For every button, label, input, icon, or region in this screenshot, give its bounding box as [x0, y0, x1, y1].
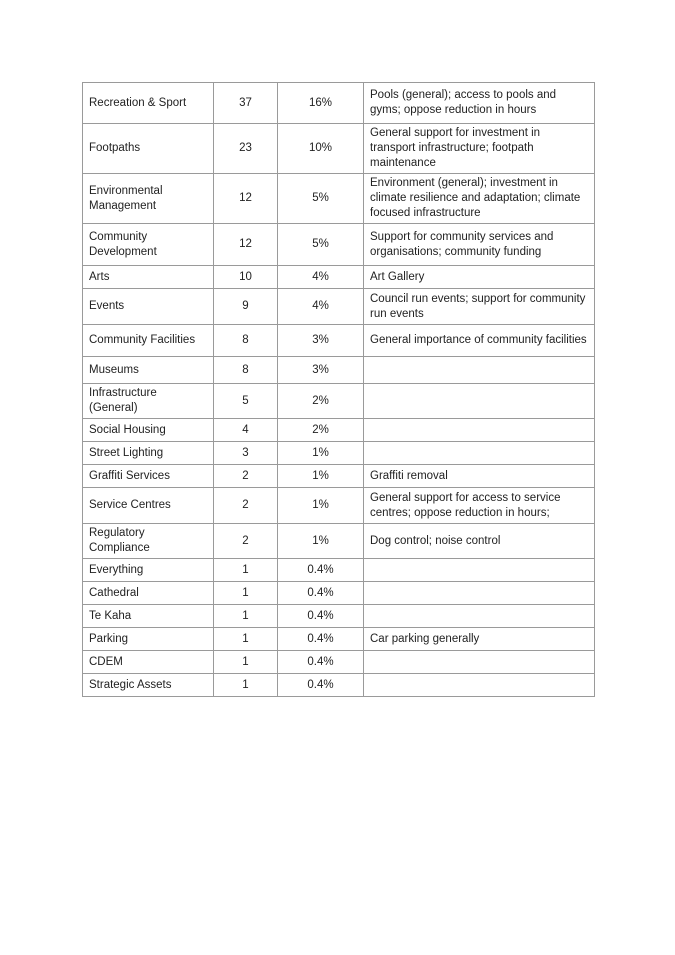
note-cell: Pools (general); access to pools and gyms; oppose reduction in hours	[364, 83, 595, 124]
percent-cell: 2%	[278, 419, 364, 442]
topic-cell: Events	[83, 289, 214, 325]
table-row	[83, 582, 595, 605]
count-cell: 2	[214, 524, 278, 559]
count-cell: 8	[214, 357, 278, 384]
table-row	[83, 674, 595, 697]
note-cell: General support for investment in transport infrastructure; footpath maintenance	[364, 124, 595, 174]
count-cell: 1	[214, 628, 278, 651]
count-cell: 2	[214, 488, 278, 524]
table-row	[83, 605, 595, 628]
count-cell: 12	[214, 224, 278, 266]
count-cell: 1	[214, 674, 278, 697]
count-cell: 9	[214, 289, 278, 325]
note-cell	[364, 442, 595, 465]
count-cell: 23	[214, 124, 278, 174]
table-row	[83, 465, 595, 488]
topic-cell: Recreation & Sport	[83, 83, 214, 124]
percent-cell: 3%	[278, 325, 364, 357]
percent-cell: 1%	[278, 524, 364, 559]
percent-cell: 1%	[278, 465, 364, 488]
percent-cell: 1%	[278, 442, 364, 465]
table-row	[83, 266, 595, 289]
note-cell	[364, 651, 595, 674]
percent-cell: 5%	[278, 174, 364, 224]
topic-cell: Environmental Management	[83, 174, 214, 224]
table-row	[83, 357, 595, 384]
topic-cell: Footpaths	[83, 124, 214, 174]
note-cell	[364, 384, 595, 419]
topic-cell: Graffiti Services	[83, 465, 214, 488]
table-row	[83, 124, 595, 174]
table-row	[83, 289, 595, 325]
topic-cell: Museums	[83, 357, 214, 384]
topic-cell: Service Centres	[83, 488, 214, 524]
table-row	[83, 651, 595, 674]
topic-cell: Community Development	[83, 224, 214, 266]
count-cell: 10	[214, 266, 278, 289]
count-cell: 5	[214, 384, 278, 419]
topic-cell: Everything	[83, 559, 214, 582]
topic-cell: Strategic Assets	[83, 674, 214, 697]
note-cell	[364, 559, 595, 582]
count-cell: 1	[214, 582, 278, 605]
table-row	[83, 419, 595, 442]
count-cell: 4	[214, 419, 278, 442]
table-row	[83, 524, 595, 559]
topic-cell: Te Kaha	[83, 605, 214, 628]
table-row	[83, 174, 595, 224]
count-cell: 12	[214, 174, 278, 224]
note-cell: Support for community services and organisations; community funding	[364, 224, 595, 266]
note-cell: Car parking generally	[364, 628, 595, 651]
table-row	[83, 83, 595, 124]
note-cell	[364, 419, 595, 442]
percent-cell: 0.4%	[278, 605, 364, 628]
note-cell: Environment (general); investment in climate resilience and adaptation; climate focused infrastructure	[364, 174, 595, 224]
count-cell: 1	[214, 605, 278, 628]
count-cell: 8	[214, 325, 278, 357]
percent-cell: 4%	[278, 266, 364, 289]
percent-cell: 16%	[278, 83, 364, 124]
topic-cell: Arts	[83, 266, 214, 289]
table-row	[83, 628, 595, 651]
count-cell: 3	[214, 442, 278, 465]
note-cell: Council run events; support for community run events	[364, 289, 595, 325]
note-cell: Art Gallery	[364, 266, 595, 289]
note-cell: Dog control; noise control	[364, 524, 595, 559]
percent-cell: 0.4%	[278, 674, 364, 697]
table-row	[83, 325, 595, 357]
note-cell	[364, 605, 595, 628]
note-cell: Graffiti removal	[364, 465, 595, 488]
note-cell: General importance of community facilities	[364, 325, 595, 357]
topic-cell: CDEM	[83, 651, 214, 674]
topic-cell: Parking	[83, 628, 214, 651]
percent-cell: 0.4%	[278, 651, 364, 674]
count-cell: 37	[214, 83, 278, 124]
table-row	[83, 488, 595, 524]
percent-cell: 4%	[278, 289, 364, 325]
count-cell: 1	[214, 559, 278, 582]
note-cell: General support for access to service centres; oppose reduction in hours;	[364, 488, 595, 524]
percent-cell: 5%	[278, 224, 364, 266]
topic-cell: Street Lighting	[83, 442, 214, 465]
percent-cell: 0.4%	[278, 559, 364, 582]
note-cell	[364, 357, 595, 384]
table-row	[83, 224, 595, 266]
table-row	[83, 384, 595, 419]
topic-cell: Cathedral	[83, 582, 214, 605]
count-cell: 2	[214, 465, 278, 488]
percent-cell: 3%	[278, 357, 364, 384]
table-row	[83, 559, 595, 582]
topic-cell: Community Facilities	[83, 325, 214, 357]
topic-cell: Regulatory Compliance	[83, 524, 214, 559]
topic-cell: Infrastructure (General)	[83, 384, 214, 419]
note-cell	[364, 582, 595, 605]
percent-cell: 0.4%	[278, 582, 364, 605]
count-cell: 1	[214, 651, 278, 674]
percent-cell: 0.4%	[278, 628, 364, 651]
percent-cell: 2%	[278, 384, 364, 419]
percent-cell: 1%	[278, 488, 364, 524]
feedback-topics-table	[82, 82, 595, 697]
percent-cell: 10%	[278, 124, 364, 174]
topic-cell: Social Housing	[83, 419, 214, 442]
table-row	[83, 442, 595, 465]
note-cell	[364, 674, 595, 697]
